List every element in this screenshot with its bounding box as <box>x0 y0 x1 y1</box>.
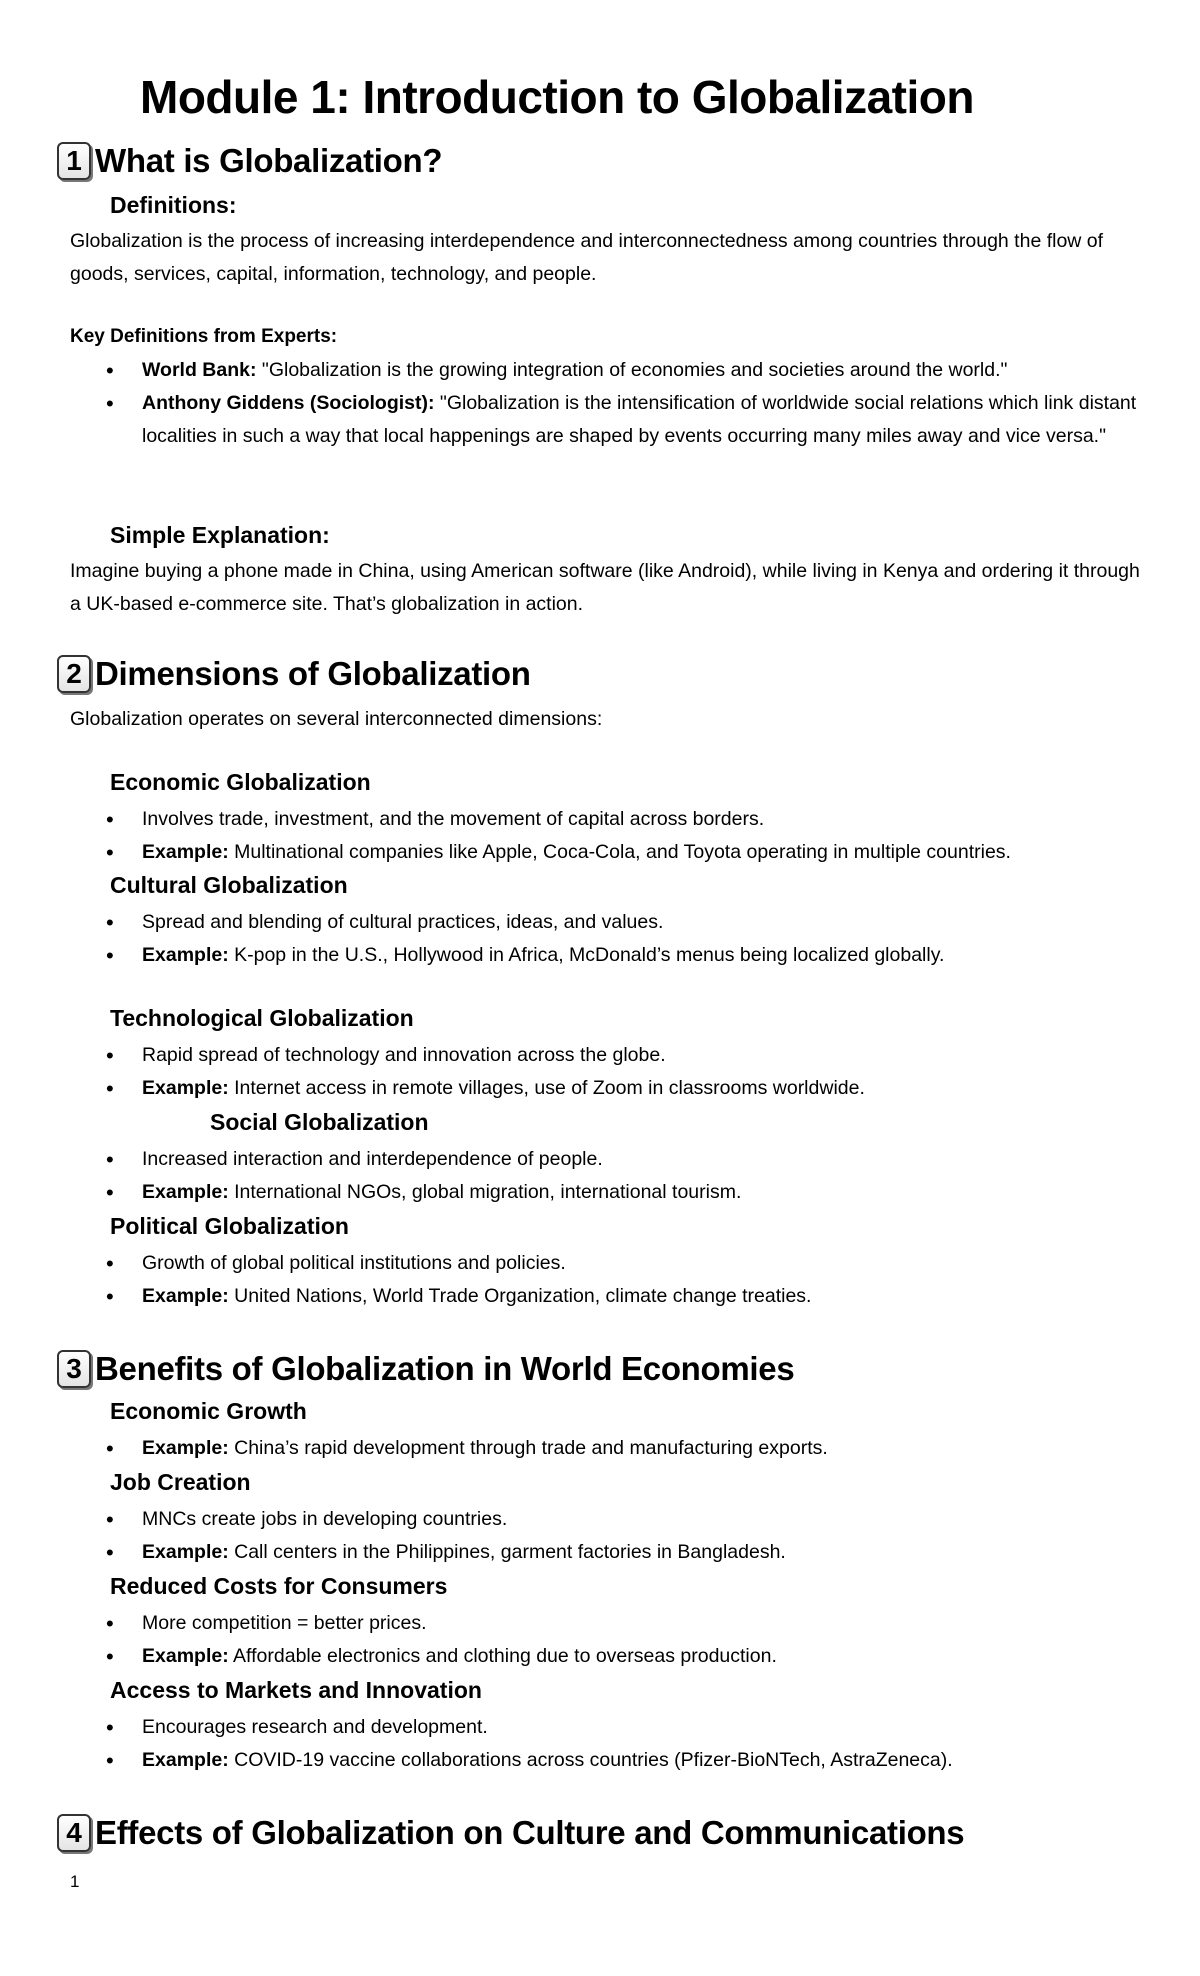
reduced-costs-list <box>0 1607 1150 1673</box>
key-definitions-heading: Key Definitions from Experts: <box>70 326 338 347</box>
list-item: • Involves trade, investment, and the movement of capital across borders. <box>0 803 1150 836</box>
list-item: • Example: United Nations, World Trade Organization, climate change treaties. <box>0 1280 1150 1313</box>
cultural-list <box>0 906 1150 972</box>
simple-explanation-paragraph: Imagine buying a phone made in China, using American software (like Android), while living in Kenya and ordering it through a UK-based e-commerce site. That’s globalization in action. <box>70 560 1140 615</box>
dimensions-intro: Globalization operates on several interconnected dimensions: <box>70 708 603 730</box>
section-1-heading <box>57 142 442 180</box>
list-item: • Spread and blending of cultural practices, ideas, and values. <box>0 906 1150 939</box>
section-2-heading <box>57 655 531 693</box>
section-3-heading <box>57 1350 794 1388</box>
list-item: • Example: COVID-19 vaccine collaborations across countries (Pfizer-BioNTech, AstraZeneca). <box>0 1744 1150 1777</box>
list-item: • Example: International NGOs, global migration, international tourism. <box>0 1176 1150 1209</box>
page-number: 1 <box>70 1872 80 1891</box>
list-item: • MNCs create jobs in developing countries. <box>0 1503 1150 1536</box>
political-heading: Political Globalization <box>110 1213 349 1239</box>
list-item: • Growth of global political institutions and policies. <box>0 1247 1150 1280</box>
list-item: • World Bank: "Globalization is the growing integration of economies and societies around the world." <box>0 354 1150 387</box>
keycap-number-icon: 4 <box>57 1814 91 1852</box>
list-item: • Example: Affordable electronics and clothing due to overseas production. <box>0 1640 1150 1673</box>
expert-definitions-list <box>0 354 1150 453</box>
list-item: • Example: Internet access in remote villages, use of Zoom in classrooms worldwide. <box>0 1072 1150 1105</box>
social-list <box>0 1143 1150 1209</box>
technological-heading: Technological Globalization <box>110 1005 414 1031</box>
list-item: • Increased interaction and interdependence of people. <box>0 1143 1150 1176</box>
job-creation-heading: Job Creation <box>110 1469 251 1495</box>
section-4-heading <box>57 1814 964 1852</box>
list-item: • Example: K-pop in the U.S., Hollywood in Africa, McDonald’s menus being localized globally. <box>0 939 1150 972</box>
keycap-number-icon: 1 <box>57 142 91 180</box>
keycap-number-icon: 3 <box>57 1350 91 1388</box>
political-list <box>0 1247 1150 1313</box>
definitions-heading: Definitions: <box>110 192 237 218</box>
economic-growth-list <box>0 1432 1150 1465</box>
keycap-number-icon: 2 <box>57 655 91 693</box>
cultural-heading: Cultural Globalization <box>110 872 348 898</box>
economic-heading: Economic Globalization <box>110 769 371 795</box>
markets-innovation-list <box>0 1711 1150 1777</box>
list-item: • More competition = better prices. <box>0 1607 1150 1640</box>
simple-explanation-heading: Simple Explanation: <box>110 522 330 548</box>
list-item: • Anthony Giddens (Sociologist): "Globalization is the intensification of worldwide social relations which link distant localities in such a way that local happenings are shaped by events occurring many miles away and vice versa." <box>0 387 1150 453</box>
section-2-title: Dimensions of Globalization <box>95 655 531 692</box>
definition-paragraph: Globalization is the process of increasing interdependence and interconnectedness among countries through the flow of goods, services, capital, information, technology, and people. <box>70 230 1104 285</box>
reduced-costs-heading: Reduced Costs for Consumers <box>110 1573 448 1599</box>
list-item: • Encourages research and development. <box>0 1711 1150 1744</box>
job-creation-list <box>0 1503 1150 1569</box>
page-title: Module 1: Introduction to Globalization <box>140 71 974 123</box>
list-item: • Rapid spread of technology and innovation across the globe. <box>0 1039 1150 1072</box>
social-heading: Social Globalization <box>210 1109 429 1135</box>
section-4-title: Effects of Globalization on Culture and Communications <box>95 1814 965 1851</box>
technological-list <box>0 1039 1150 1105</box>
list-item: • Example: Multinational companies like Apple, Coca-Cola, and Toyota operating in multiple countries. <box>0 836 1150 869</box>
markets-innovation-heading: Access to Markets and Innovation <box>110 1677 482 1703</box>
section-1-title: What is Globalization? <box>95 142 443 179</box>
list-item: • Example: China’s rapid development through trade and manufacturing exports. <box>0 1432 1150 1465</box>
economic-growth-heading: Economic Growth <box>110 1398 307 1424</box>
economic-list <box>0 803 1150 869</box>
list-item: • Example: Call centers in the Philippines, garment factories in Bangladesh. <box>0 1536 1150 1569</box>
section-3-title: Benefits of Globalization in World Economies <box>95 1350 795 1387</box>
